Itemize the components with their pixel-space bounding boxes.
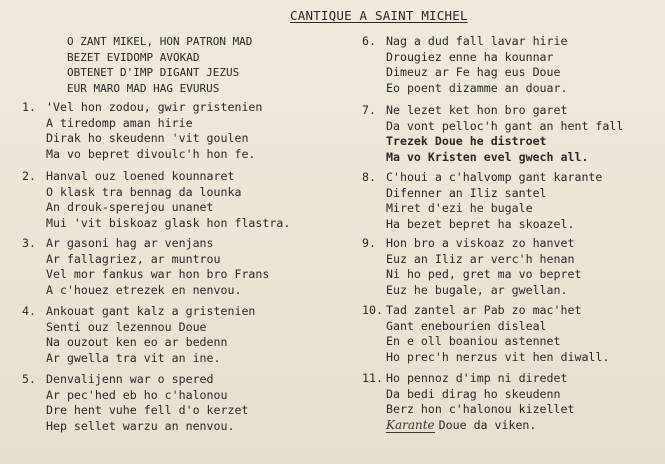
verse-line: Senti ouz lezennou Doue xyxy=(46,319,207,334)
verse-number: 7. xyxy=(362,103,376,117)
verse-line: Ankouat gant kalz a gristenien xyxy=(46,304,256,318)
verse-number: 10. xyxy=(362,303,383,317)
verse-line: Ar gwella tra vit an ine. xyxy=(46,350,221,365)
verse-line: Euz an Iliz ar verc'h henan xyxy=(386,251,575,266)
verse-line: Hanval ouz loened kounnaret xyxy=(46,169,235,183)
verse-line: Mui 'vit biskoaz glask hon flastra. xyxy=(46,215,291,230)
verse-line: Da vont pelloc'h gant an hent fall xyxy=(386,118,624,133)
intro-line: EUR MARO MAD HAG EVURUS xyxy=(67,81,220,95)
verse-line xyxy=(386,418,574,434)
verse-line: Gant enebourien disleal xyxy=(386,318,547,333)
verse-line: Dirak ho skeudenn 'vit goulen xyxy=(46,131,249,145)
verse-line: Nag a dud fall lavar hirie xyxy=(386,34,568,48)
verse-line: Berz hon c'halonou kizellet xyxy=(386,402,575,416)
verse-line: Ar fallagriez, ar muntrou xyxy=(46,251,221,266)
page-title: CANTIQUE A SAINT MICHEL xyxy=(290,8,468,23)
verse-line: Ar pec'hed eb ho c'halonou xyxy=(46,387,228,402)
verse-line: Ni ho ped, gret ma vo bepret xyxy=(386,267,582,281)
verse-line: Denvalijenn war o spered xyxy=(46,372,214,386)
verse-line: Ma vo bepret divoulc'h hon fe. xyxy=(46,146,256,161)
verse-number: 2. xyxy=(22,169,36,183)
verse-number: 5. xyxy=(22,372,36,386)
verse-line: Ha bezet bepret ha skoazel. xyxy=(386,216,575,231)
verse-line-end: Doue da viken. xyxy=(438,417,537,432)
verse-number: 9. xyxy=(362,236,376,250)
verse-line: An drouk-sperejou unanet xyxy=(46,200,214,214)
verse-line: En e oll boaniou astennet xyxy=(386,334,561,348)
verse-line: Ma vo Kristen evel gwech all. xyxy=(386,149,589,164)
verse-line: Trezek Doue he distroet xyxy=(386,134,547,148)
verse-line: Na ouzout ken eo ar bedenn xyxy=(46,335,228,349)
intro-refrain xyxy=(67,34,252,96)
intro-line: BEZET EVIDOMP AVOKAD xyxy=(67,50,200,64)
verse-line: Dimeuz ar Fe hag eus Doue xyxy=(386,65,561,79)
intro-line: OBTENET D'IMP DIGANT JEZUS xyxy=(67,66,240,79)
verse-line: Difenner an Iliz santel xyxy=(386,185,547,200)
verse-number: 4. xyxy=(22,304,36,318)
verse-number: 8. xyxy=(362,170,376,184)
verse-number: 3. xyxy=(22,236,36,250)
intro-line: O ZANT MIKEL, HON PATRON MAD xyxy=(67,35,253,48)
verse-line: Ar gasoni hag ar venjans xyxy=(46,236,214,250)
verse-line: Ne lezet ket hon bro garet xyxy=(386,103,568,117)
verse-line: A tiredomp aman hirie xyxy=(46,115,193,130)
verse-number: 6. xyxy=(362,34,376,48)
handwritten-annotation: Karante xyxy=(386,417,435,432)
verse-line: Da bedi dirag ho skeudenn xyxy=(386,386,561,401)
verse-line: Miret d'ezi he bugale xyxy=(386,201,533,215)
verse-number: 1. xyxy=(22,100,36,114)
verse-line: 'Vel hon zodou, gwir gristenien xyxy=(46,100,263,114)
verse-line: Drougiez enne ha kounnar xyxy=(386,49,554,64)
verse-line: Ho pennoz d'imp ni diredet xyxy=(386,371,568,385)
verse-line: Euz he bugale, ar gwellan. xyxy=(386,282,568,297)
verse-line: Vel mor fankus war hon bro Frans xyxy=(46,267,270,281)
verse-line: Dre hent vuhe fell d'o kerzet xyxy=(46,403,249,417)
verse-line: Eo poent dizamme an douar. xyxy=(386,80,568,95)
verse-line: Hep sellet warzu an nenvou. xyxy=(46,418,235,433)
verse-line: C'houi a c'halvomp gant karante xyxy=(386,170,603,184)
verse-number: 11. xyxy=(362,371,383,385)
verse-line: Hon bro a viskoaz zo hanvet xyxy=(386,236,575,250)
verse-line: Tad zantel ar Pab zo mac'het xyxy=(386,303,582,317)
verse-line: Ho prec'h nerzus vit hen diwall. xyxy=(386,349,610,364)
verse-line: A c'houez etrezek en nenvou. xyxy=(46,282,242,297)
verse-line: O klask tra bennag da lounka xyxy=(46,184,242,199)
